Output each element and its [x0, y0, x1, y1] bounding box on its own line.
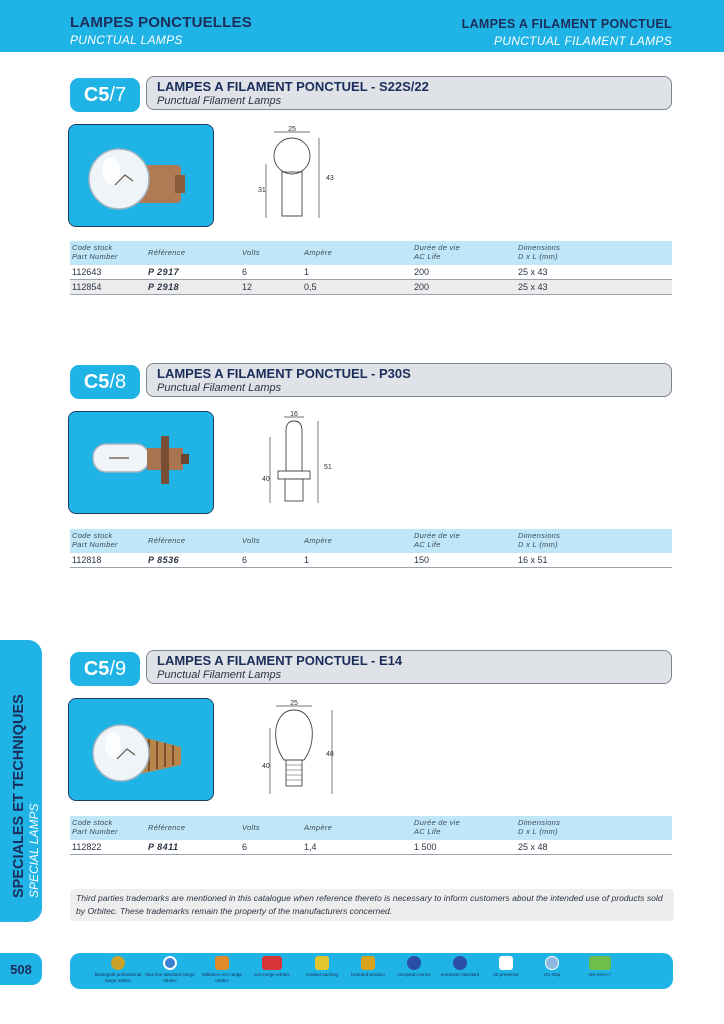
legend-item: blue line standard range orbitec: [144, 956, 196, 983]
cell-code: 112854: [72, 282, 102, 292]
col-code: Code stock Part Number: [72, 243, 118, 261]
code-prefix: C5: [83, 657, 110, 680]
table-row: [70, 840, 672, 855]
cell-ampere: 1: [304, 267, 310, 277]
packing-icon: [315, 956, 329, 970]
cell-ampere: 0,5: [304, 282, 317, 292]
lamp-photo-image: [69, 699, 214, 801]
cell-reference: P 8411: [148, 842, 179, 852]
product-table: [70, 241, 672, 295]
drawing-height-label: 51: [324, 464, 332, 471]
cell-life: 150: [414, 555, 430, 565]
cell-dimensions: 25 x 43: [518, 267, 548, 277]
drawing-base-label: 40: [262, 476, 270, 483]
drawing-base-label: 40: [262, 763, 270, 770]
legend-item: UV stop: [526, 956, 578, 978]
product-code-badge: [70, 652, 140, 686]
lamp-photo-image: [69, 412, 214, 514]
product-code-badge: [70, 78, 140, 112]
section-subtitle: Punctual Filament Lamps: [157, 382, 282, 394]
col-code: Code stock Part Number: [72, 531, 118, 549]
code-prefix: C5: [83, 83, 110, 106]
legend-item: lot presence: [480, 956, 532, 978]
product-table: [70, 816, 672, 855]
cell-ampere: 1,4: [304, 842, 317, 852]
cell-dimensions: 25 x 48: [518, 842, 548, 852]
col-life: Durée de vie AC Life: [414, 531, 461, 549]
table-row: [70, 265, 672, 280]
lamp-dimension-drawing: [240, 411, 350, 521]
lamp-photo: [68, 698, 214, 801]
europe-norm-icon: [407, 956, 421, 970]
product-code-badge: [70, 365, 140, 399]
table-row: [70, 280, 672, 295]
cell-code: 112822: [72, 842, 102, 852]
chapter-tab: [0, 640, 42, 922]
legend-item: european standard: [434, 956, 486, 978]
legend-item: branded product: [342, 956, 394, 978]
cell-volts: 12: [242, 282, 253, 292]
lamp-dimension-drawing: [240, 698, 350, 808]
cell-code: 112818: [72, 555, 102, 565]
drawing-height-label: 48: [326, 751, 334, 758]
section-title-bar: [146, 363, 672, 397]
header-category-subtitle: PUNCTUAL LAMPS: [70, 33, 183, 47]
header-section-subtitle: PUNCTUAL FILAMENT LAMPS: [493, 34, 672, 48]
section-title-bar: [146, 76, 672, 110]
legend-item: black/gold professional range orbitec: [92, 956, 144, 983]
table-row: [70, 553, 672, 568]
section-title: LAMPES A FILAMENT PONCTUEL - S22S/22: [157, 79, 429, 94]
trademark-disclaimer: Third parties trademarks are mentioned in this catalogue when reference thereto is necessary to inform customers about the intended use of products sold by Orbitec. These trademarks remain the property of the manufacturers concerned.: [70, 889, 674, 921]
lamp-photo: [68, 411, 214, 514]
uv-stop-icon: [545, 956, 559, 970]
col-code: Code stock Part Number: [72, 818, 118, 836]
section-title: LAMPES A FILAMENT PONCTUEL - E14: [157, 653, 403, 668]
product-table: [70, 529, 672, 568]
col-reference: Référence: [148, 823, 186, 832]
col-volts: Volts: [242, 536, 260, 545]
col-life: Durée de vie AC Life: [414, 818, 461, 836]
lamp-dimension-drawing: [240, 124, 350, 234]
legend-item: brilliance eco range orbitec: [196, 956, 248, 983]
cell-reference: P 2918: [148, 282, 180, 292]
col-volts: Volts: [242, 248, 260, 257]
col-dimensions: Dimensions D x L (mm): [518, 243, 561, 261]
legend-item: see item n°: [574, 956, 626, 978]
legend-item: eco range orbitec: [246, 956, 298, 978]
cell-ampere: 1: [304, 555, 310, 565]
symbol-legend: [70, 953, 673, 989]
header-section-title: LAMPES A FILAMENT PONCTUEL: [461, 17, 672, 31]
page-number: 508: [0, 953, 42, 985]
code-suffix: /9: [109, 657, 127, 680]
col-reference: Référence: [148, 248, 186, 257]
col-volts: Volts: [242, 823, 260, 832]
cell-reference: P 2917: [148, 267, 180, 277]
cell-code: 112643: [72, 267, 102, 277]
lamp-photo: [68, 124, 214, 227]
col-dimensions: Dimensions D x L (mm): [518, 818, 561, 836]
page-header: [0, 0, 724, 52]
chapter-tab-subtitle: SPECIAL LAMPS: [27, 803, 41, 898]
header-category-title: LAMPES PONCTUELLES: [70, 14, 252, 31]
gold-range-icon: [111, 956, 125, 970]
section-subtitle: Punctual Filament Lamps: [157, 669, 282, 681]
col-life: Durée de vie AC Life: [414, 243, 461, 261]
table-header: [70, 241, 672, 265]
ab123-icon: [589, 956, 611, 970]
cell-life: 200: [414, 282, 430, 292]
drawing-width-label: 16: [290, 411, 298, 418]
eco-range-icon: [215, 956, 229, 970]
col-dimensions: Dimensions D x L (mm): [518, 531, 561, 549]
col-ampere: Ampère: [304, 823, 333, 832]
cell-volts: 6: [242, 842, 248, 852]
code-prefix: C5: [83, 370, 110, 393]
section-subtitle: Punctual Filament Lamps: [157, 95, 282, 107]
lot-icon: [499, 956, 513, 970]
table-header: [70, 529, 672, 553]
code-suffix: /7: [109, 83, 127, 106]
chapter-tab-title: SPECIALES ET TECHNIQUES: [11, 694, 27, 898]
cell-life: 200: [414, 267, 430, 277]
code-suffix: /8: [109, 370, 127, 393]
drawing-width-label: 25: [288, 126, 296, 133]
drawing-base-label: 31: [258, 187, 266, 194]
col-reference: Référence: [148, 536, 186, 545]
blue-line-icon: [163, 956, 177, 970]
col-ampere: Ampère: [304, 248, 333, 257]
cell-life: 1 500: [414, 842, 437, 852]
legend-item: european norms: [388, 956, 440, 978]
cell-volts: 6: [242, 555, 248, 565]
section-title: LAMPES A FILAMENT PONCTUEL - P30S: [157, 366, 411, 381]
legend-item: retailed packing: [296, 956, 348, 978]
branded-icon: [361, 956, 375, 970]
cell-dimensions: 25 x 43: [518, 282, 548, 292]
cell-dimensions: 16 x 51: [518, 555, 548, 565]
europe-standard-icon: [453, 956, 467, 970]
lamp-photo-image: [69, 125, 214, 227]
table-header: [70, 816, 672, 840]
cell-reference: P 8536: [148, 555, 180, 565]
cell-volts: 6: [242, 267, 248, 277]
col-ampere: Ampère: [304, 536, 333, 545]
section-title-bar: [146, 650, 672, 684]
drawing-width-label: 25: [290, 700, 298, 707]
eco-badge-icon: [262, 956, 282, 970]
drawing-height-label: 43: [326, 175, 334, 182]
